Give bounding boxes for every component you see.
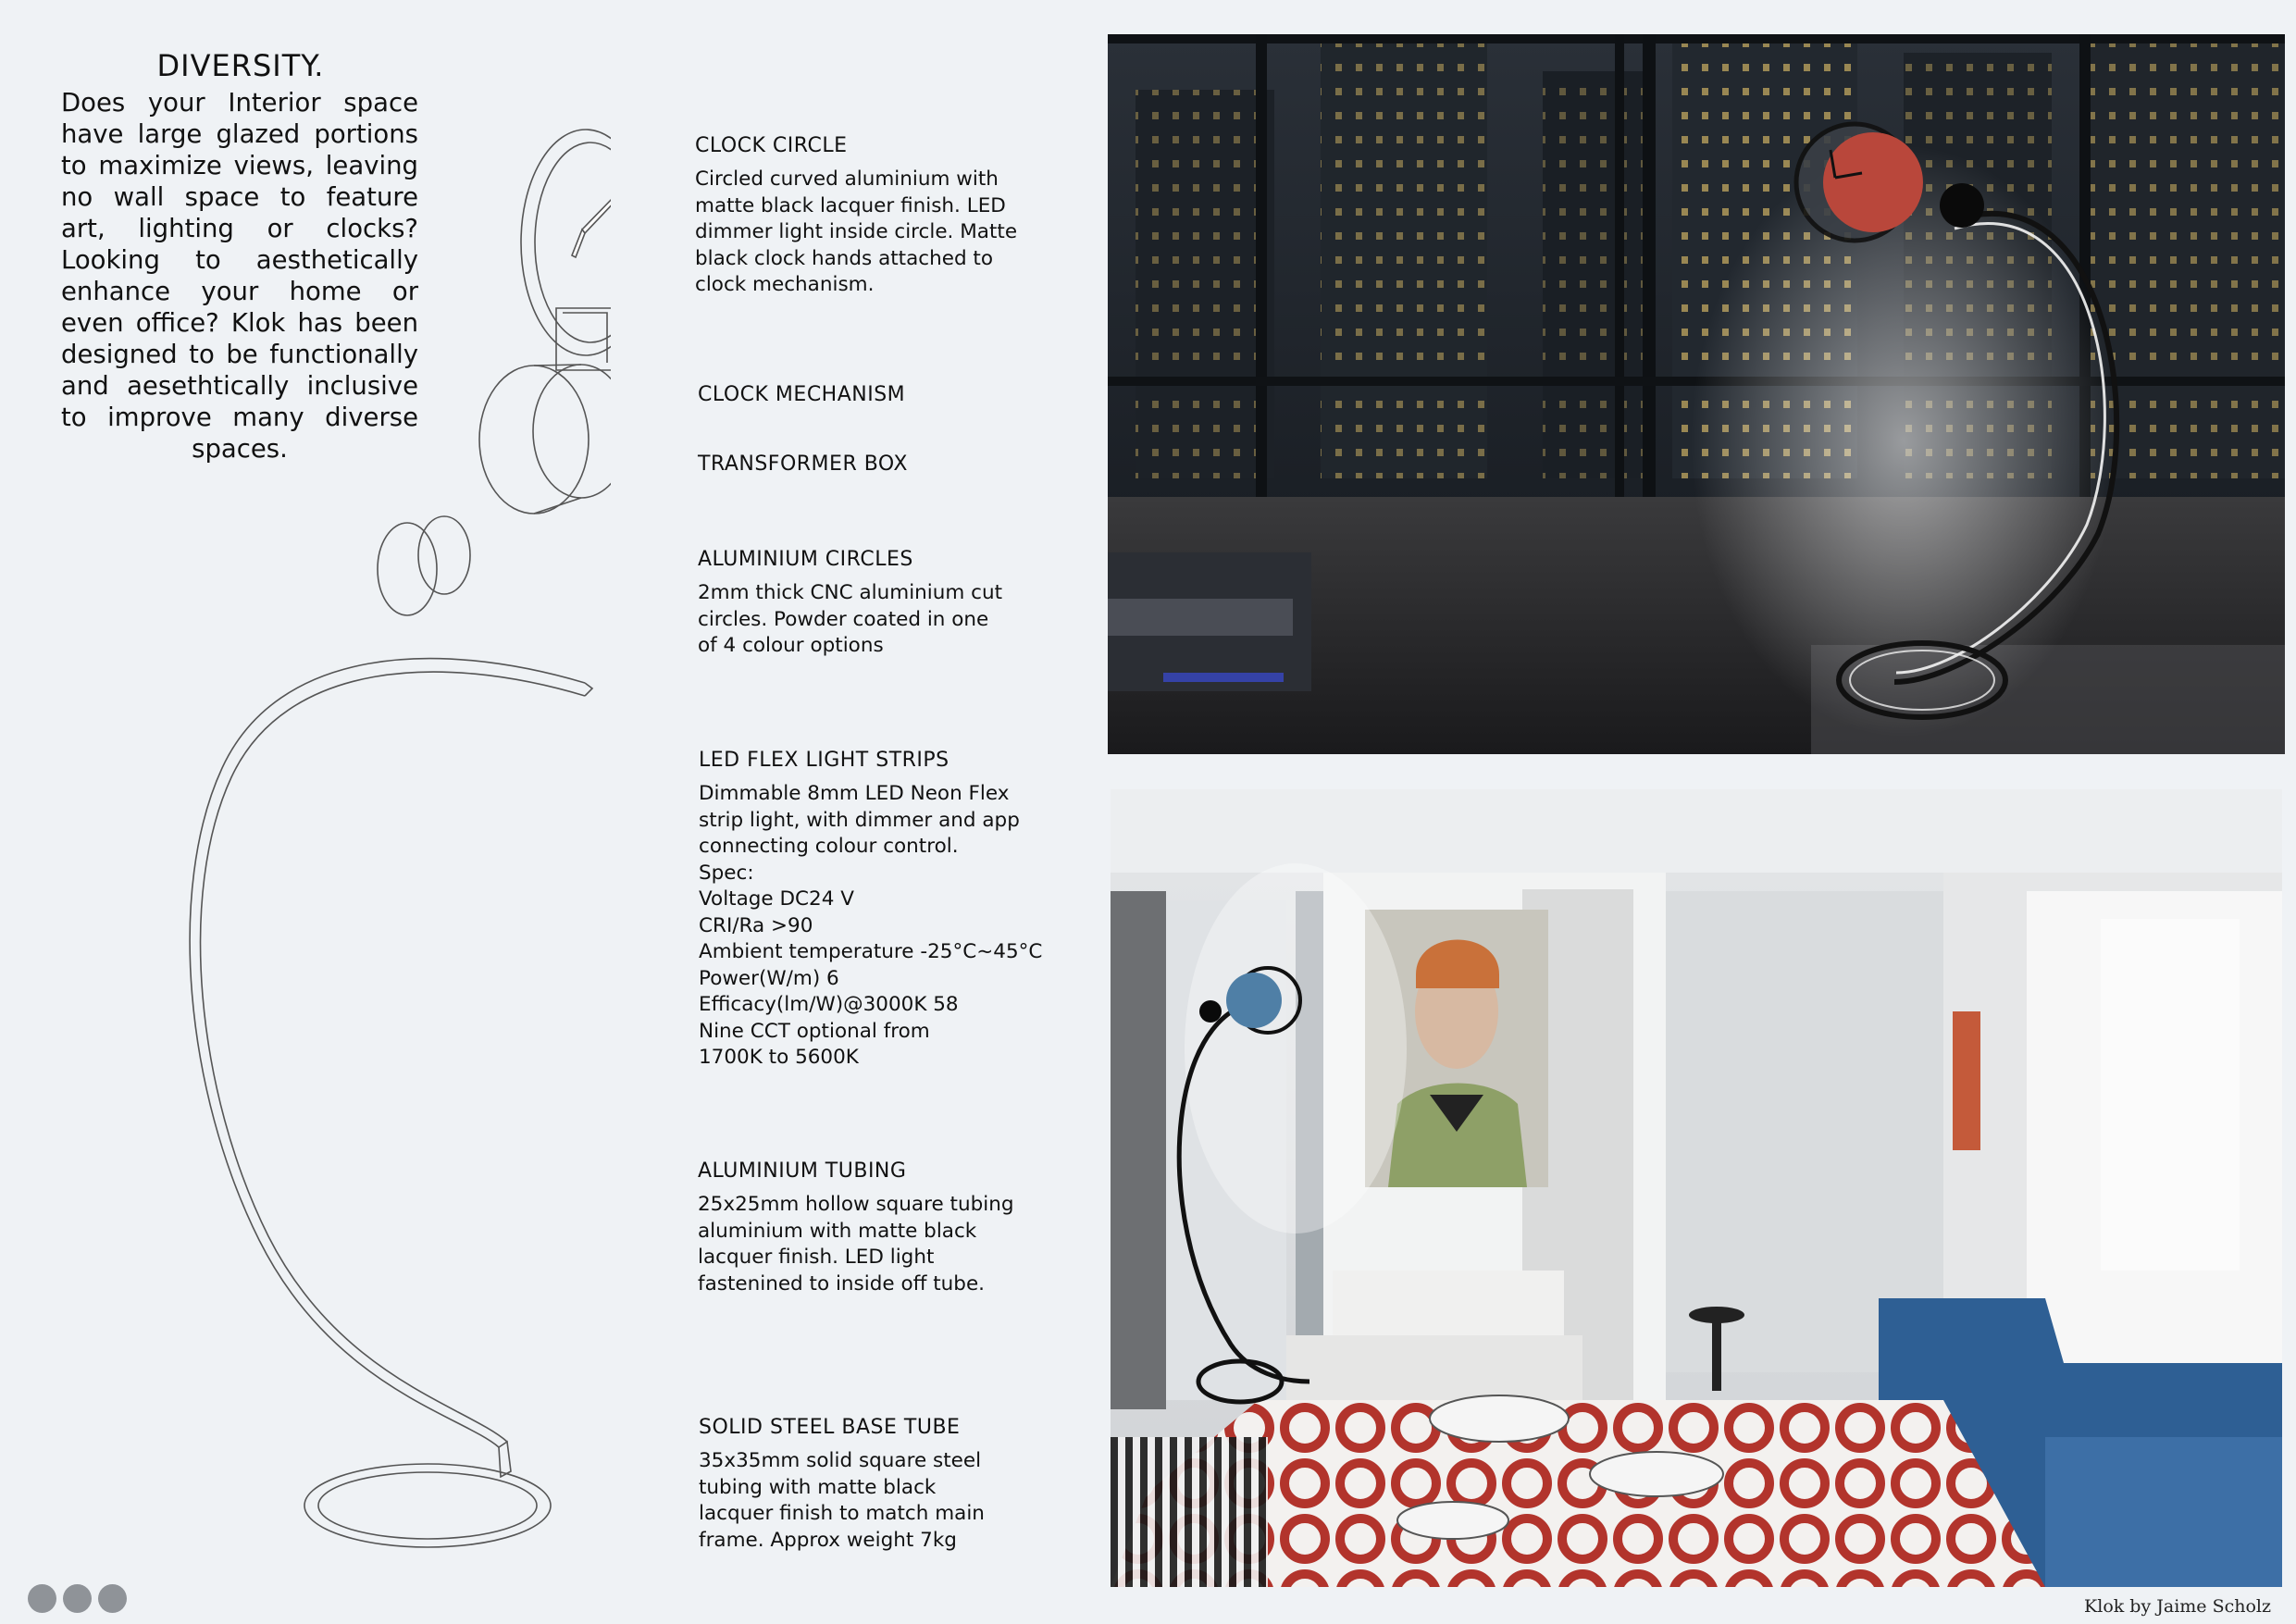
spec-body: 35x35mm solid square steel tubing with matte black lacquer finish to match main frame. Approx weight 7kg — [699, 1449, 985, 1552]
small-circles-drawing — [378, 516, 470, 615]
photo-living-room — [1111, 789, 2282, 1587]
intro-body: Does your Interior space have large glazed portions to maximize views, leaving no wall space to feature art, lighting or clocks? Looking to aesthetically enhance your home or even office? Klok has been designed to be functionally and aesethtically inclusive to improve many diverse spaces. — [61, 88, 418, 464]
spec-clock-circle — [695, 134, 1084, 299]
spec-title: ALUMINIUM TUBING — [698, 1159, 907, 1183]
page-dot-3-icon[interactable] — [98, 1584, 127, 1613]
spec-title: TRANSFORMER BOX — [698, 452, 908, 476]
spec-body: Circled curved aluminium with matte black lacquer finish. LED dimmer light inside circle. Matte black clock hands attached to clock mechanism. — [695, 167, 1018, 296]
spec-steel-base — [699, 1416, 1087, 1554]
base-ring-drawing — [304, 1442, 551, 1547]
spec-title: CLOCK CIRCLE — [695, 134, 848, 157]
spec-aluminium-circles — [698, 548, 1086, 660]
spec-title: ALUMINIUM CIRCLES — [698, 548, 913, 571]
spec-aluminium-tubing — [698, 1159, 1086, 1297]
page-dot-2-icon[interactable] — [63, 1584, 92, 1613]
spec-body: 2mm thick CNC aluminium cut circles. Powder coated in one of 4 colour options — [698, 581, 1003, 657]
clock-circle-drawing — [521, 130, 611, 355]
spec-body: Dimmable 8mm LED Neon Flex strip light, with dimmer and app connecting colour control. Spec: Voltage DC24 V CRI/Ra >90 Ambient temperature -25°C~45°C Power(W/m) 6 Efficacy(lm/W)@3000K 58 Nine CCT optional from 1700K to 5600K — [699, 782, 1043, 1069]
exploded-drawing — [176, 111, 611, 1555]
spec-clock-mechanism — [698, 383, 1086, 415]
mechanism-drawing — [479, 308, 611, 514]
page-dot-1-icon[interactable] — [28, 1584, 56, 1613]
intro-title: DIVERSITY. — [156, 48, 325, 83]
photo-city-night — [1108, 34, 2285, 754]
spec-transformer-box — [698, 452, 1086, 485]
spec-title: SOLID STEEL BASE TUBE — [699, 1416, 961, 1439]
credit-text: Klok by Jaime Scholz — [2084, 1596, 2271, 1617]
spec-title: LED FLEX LIGHT STRIPS — [699, 749, 949, 772]
spec-title: CLOCK MECHANISM — [698, 383, 906, 406]
arc-tubing-drawing — [190, 659, 592, 1447]
spec-body: 25x25mm hollow square tubing aluminium with matte black lacquer finish. LED light fastenined to inside off tube. — [698, 1193, 1014, 1295]
spec-led-flex — [699, 749, 1087, 1072]
